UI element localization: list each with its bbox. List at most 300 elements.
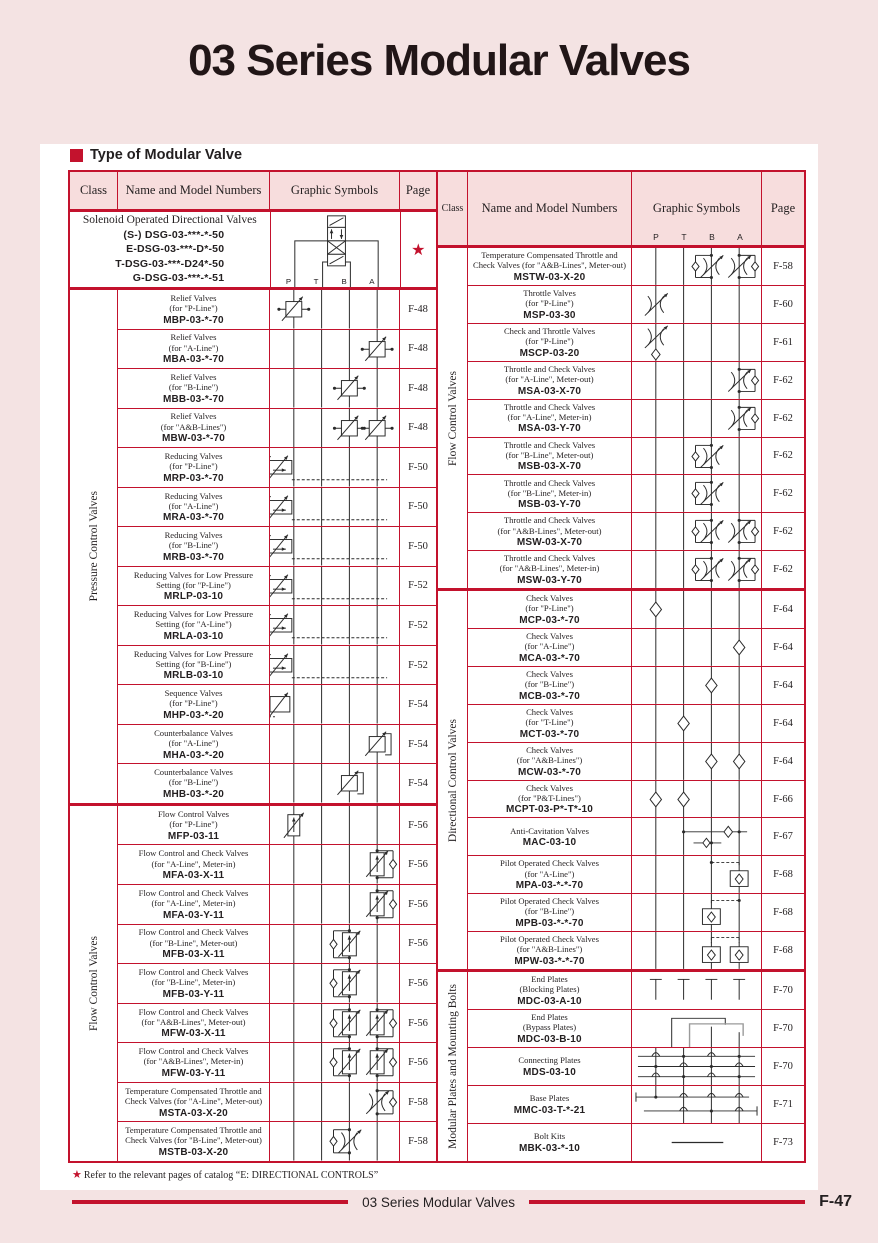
left-table [68, 170, 438, 1163]
table-row [468, 591, 804, 629]
class-cell [70, 290, 118, 803]
graphic-symbol [270, 488, 399, 527]
model-number: MSTA-03-X-20 [159, 1107, 228, 1119]
page-ref: F-62 [773, 374, 793, 386]
page-ref: F-48 [408, 422, 428, 434]
class-cell [438, 591, 468, 969]
name-cell [118, 925, 270, 964]
page-ref: F-64 [773, 604, 793, 616]
valve-name-line: Throttle and Check Valves [503, 515, 596, 526]
symbol-cell [270, 1043, 400, 1082]
valve-name-line: (for "A-Line") [168, 500, 219, 511]
name-cell [118, 646, 270, 685]
symbol-cell [270, 925, 400, 964]
name-cell [118, 448, 270, 487]
symbol-cell [270, 845, 400, 884]
page-ref: F-58 [773, 260, 793, 272]
class-cell [438, 972, 468, 1161]
valve-name-line: (for "A&B-Lines", Meter-out) [497, 525, 602, 536]
valve-name-line: (for "A-Line", Meter-in) [507, 411, 592, 422]
graphic-symbol [632, 1048, 761, 1085]
table-row [118, 685, 436, 725]
name-cell [468, 856, 632, 893]
model-number: MSA-03-Y-70 [518, 423, 581, 435]
valve-name-line: Check Valves (for "A&B-Lines", Meter-out) [473, 260, 626, 271]
class-group [70, 290, 436, 803]
valve-name-line: (for "B-Line", Meter-out) [149, 937, 238, 948]
footer-rule-right [529, 1200, 805, 1204]
valve-name-line: (for "A-Line") [524, 868, 575, 879]
page-ref: F-68 [773, 945, 793, 957]
group-rows [468, 972, 804, 1161]
model-number: MAC-03-10 [522, 837, 577, 849]
name-cell [118, 330, 270, 369]
name-cell [118, 1122, 270, 1161]
model-number: MFA-03-Y-11 [162, 909, 225, 921]
valve-name-line: Pilot Operated Check Valves [500, 896, 599, 907]
symbol-cell [632, 551, 762, 588]
model-number: MMC-03-T-*-21 [513, 1104, 586, 1116]
model-number: MBB-03-*-70 [162, 393, 225, 405]
graphic-symbol [270, 369, 399, 408]
name-cell [468, 438, 632, 475]
header-symbols-label: Graphic Symbols [652, 201, 741, 215]
group-rows [468, 591, 804, 969]
svg-text:P: P [285, 277, 291, 287]
svg-text:A: A [368, 277, 375, 287]
model-number: MBA-03-*-70 [162, 354, 225, 366]
valve-name-line: (for "A&B-Lines") [516, 754, 583, 765]
valve-name-line: Setting (for "P-Line") [156, 579, 231, 590]
page-ref: F-56 [408, 1057, 428, 1069]
name-cell [468, 705, 632, 742]
graphic-symbol [632, 591, 761, 628]
model-number: MSB-03-X-70 [517, 461, 582, 473]
name-cell [118, 409, 270, 448]
page-ref: F-50 [408, 501, 428, 513]
section-heading [70, 147, 242, 163]
footnote [72, 1168, 378, 1181]
page-ref: F-56 [408, 1017, 428, 1029]
valve-name-line: Reducing Valves for Low Pressure [133, 609, 254, 620]
footer-page-number: F-47 [819, 1193, 853, 1210]
model-number: MSTW-03-X-20 [513, 271, 586, 283]
valve-name-line: (for "B-Line", Meter-out) [505, 449, 594, 460]
symbol-cell [632, 513, 762, 550]
table-row [118, 1122, 436, 1161]
page-ref: F-68 [773, 869, 793, 881]
valve-name-line: Temperature Compensated Throttle and [125, 1125, 262, 1136]
name-cell [468, 894, 632, 931]
valve-name-line: Throttle and Check Valves [503, 477, 596, 488]
table-row [118, 806, 436, 846]
group-rows [118, 290, 436, 803]
valve-name-line: Relief Valves [170, 371, 217, 382]
graphic-symbol [632, 972, 761, 1009]
table-row [468, 972, 804, 1010]
table-header-row [438, 172, 804, 248]
symbol-cell [632, 781, 762, 818]
page-ref: F-54 [408, 699, 428, 711]
page-ref: F-56 [408, 938, 428, 950]
valve-name-line: Throttle and Check Valves [503, 363, 596, 374]
model-number: MFA-03-X-11 [162, 870, 225, 882]
name-cell [118, 685, 270, 724]
name-cell [118, 845, 270, 884]
valve-name-line: Reducing Valves [164, 530, 223, 541]
graphic-symbol [632, 286, 761, 323]
graphic-symbol [270, 764, 399, 803]
valve-name-line: Check Valves [526, 668, 573, 679]
red-square-icon [70, 149, 83, 162]
valve-name-line: Throttle Valves [523, 287, 576, 298]
name-cell [468, 932, 632, 969]
valve-name-line: Setting (for "B-Line") [155, 658, 232, 669]
table-row [468, 324, 804, 362]
graphic-symbol [632, 475, 761, 512]
valve-name-line: (for "A-Line", Meter-in) [151, 858, 236, 869]
valve-name-line: Flow Control and Check Valves [138, 1006, 249, 1017]
symbol-cell [270, 1122, 400, 1161]
model-number: MFP-03-11 [167, 830, 220, 842]
name-cell [468, 972, 632, 1009]
table-row [118, 527, 436, 567]
graphic-symbol [632, 932, 761, 969]
symbol-cell [270, 527, 400, 566]
table-row [468, 894, 804, 932]
graphic-symbol [632, 551, 761, 588]
model-number: MCT-03-*-70 [519, 728, 580, 740]
header-symbols [632, 172, 762, 245]
valve-name-line: (for "P-Line") [525, 298, 574, 309]
section-heading-label: Type of Modular Valve [90, 147, 243, 163]
valve-name-line: Reducing Valves for Low Pressure [133, 648, 254, 659]
name-cell [468, 324, 632, 361]
symbol-cell [270, 1083, 400, 1122]
class-label: Flow Control Valves [446, 370, 459, 466]
valve-name-line: (for "B-Line", Meter-in) [507, 487, 592, 498]
graphic-symbol [632, 894, 761, 931]
valve-name-line: Flow Control and Check Valves [138, 1046, 249, 1057]
page-ref: F-48 [408, 343, 428, 355]
table-row [468, 475, 804, 513]
graphic-symbol [632, 438, 761, 475]
model-number: T-DSG-03-***-D24*-50 [115, 257, 225, 270]
symbol-cell [632, 438, 762, 475]
graphic-symbol [632, 248, 761, 285]
name-cell [118, 806, 270, 845]
model-number: MRLP-03-10 [163, 591, 224, 603]
valve-name-line: (for "B-Line") [168, 777, 219, 788]
valve-name-line: (for "B-Line") [524, 679, 575, 690]
graphic-symbol [632, 667, 761, 704]
graphic-symbol [270, 685, 399, 724]
name-cell [118, 885, 270, 924]
model-number: MRA-03-*-70 [162, 512, 225, 524]
table-row [468, 743, 804, 781]
page-ref: F-58 [408, 1096, 428, 1108]
name-cell [118, 725, 270, 764]
symbol-cell [270, 964, 400, 1003]
page-ref: F-64 [773, 679, 793, 691]
table-row [118, 488, 436, 528]
symbol-cell [632, 286, 762, 323]
page-ref [401, 212, 437, 287]
table-row [468, 1124, 804, 1161]
model-number: MDS-03-10 [523, 1066, 576, 1078]
symbol-cell [632, 743, 762, 780]
graphic-symbol [270, 1083, 399, 1122]
featured-row [70, 212, 436, 290]
symbol-cell [632, 475, 762, 512]
class-label: Flow Control Valves [87, 935, 100, 1031]
table-row [118, 1004, 436, 1044]
model-number: MCA-03-*-70 [518, 652, 581, 664]
model-number: MCPT-03-P*-T*-10 [505, 804, 594, 816]
star-icon: ★ [411, 241, 426, 259]
model-number: MFB-03-X-11 [162, 949, 225, 961]
name-cell [468, 362, 632, 399]
table-row [118, 369, 436, 409]
svg-text:T: T [313, 277, 319, 287]
valve-name-line: Anti-Cavitation Valves [510, 825, 589, 836]
page-ref: F-64 [773, 755, 793, 767]
valve-name-line: Flow Control and Check Valves [138, 848, 249, 859]
model-number: MCP-03-*-70 [519, 614, 580, 626]
featured-models [115, 228, 224, 285]
valve-name-line: Flow Control and Check Valves [138, 967, 249, 978]
table-row [468, 856, 804, 894]
name-cell [118, 964, 270, 1003]
page-ref: F-64 [773, 641, 793, 653]
valve-name-line: Check Valves (for "B-Line", Meter-out) [125, 1135, 262, 1146]
valve-name-line: (for "P-Line") [169, 303, 218, 314]
table-row [468, 362, 804, 400]
graphic-symbol [270, 1043, 399, 1082]
class-cell [438, 248, 468, 588]
table-row [468, 1010, 804, 1048]
page-ref: F-50 [408, 461, 428, 473]
name-cell [118, 606, 270, 645]
header-class: Class [438, 172, 468, 245]
graphic-symbol [632, 781, 761, 818]
page-ref: F-62 [773, 488, 793, 500]
group-rows [468, 248, 804, 588]
page-ref: F-62 [773, 526, 793, 538]
table-row [468, 705, 804, 743]
graphic-symbol [270, 290, 399, 329]
name-cell [468, 1048, 632, 1085]
valve-name-line: Check Valves [526, 631, 573, 642]
symbol-cell [632, 705, 762, 742]
graphic-symbol [632, 743, 761, 780]
valve-name-line: (for "P-Line") [169, 698, 218, 709]
symbol-cell [270, 806, 400, 845]
featured-name-cell [70, 212, 271, 287]
model-number: MPW-03-*-*-70 [514, 955, 585, 967]
name-cell [468, 818, 632, 855]
symbol-cell [632, 1086, 762, 1123]
graphic-symbol [270, 964, 399, 1003]
valve-name-line: Check Valves [526, 782, 573, 793]
valve-name-line: Flow Control Valves [158, 808, 229, 819]
valve-name-line: Check Valves [526, 706, 573, 717]
port-label: B [709, 232, 715, 242]
table-row [468, 513, 804, 551]
valve-name-line: (for "P-Line") [169, 461, 218, 472]
graphic-symbol [270, 646, 399, 685]
table-row [118, 964, 436, 1004]
symbol-cell [270, 646, 400, 685]
symbol-cell [632, 856, 762, 893]
model-number: MFB-03-Y-11 [162, 988, 225, 1000]
symbol-cell [632, 1010, 762, 1047]
name-cell [468, 248, 632, 285]
group-rows [118, 806, 436, 1161]
table-row [118, 1083, 436, 1123]
page-ref: F-70 [773, 1023, 793, 1035]
table-row [468, 629, 804, 667]
page-ref: F-48 [408, 303, 428, 315]
valve-name-line: (for "P-Line") [525, 603, 574, 614]
graphic-symbol [270, 527, 399, 566]
graphic-symbol [632, 513, 761, 550]
page-ref: F-60 [773, 298, 793, 310]
page-title: 03 Series Modular Valves [188, 36, 690, 85]
symbol-cell [270, 685, 400, 724]
valve-name-line: End Plates [531, 974, 568, 985]
symbol-cell [632, 667, 762, 704]
symbol-cell [270, 448, 400, 487]
featured-title: Solenoid Operated Directional Valves [82, 214, 257, 227]
valve-name-line: Check and Throttle Valves [503, 325, 596, 336]
table-row [468, 1086, 804, 1124]
header-page: Page [770, 201, 796, 215]
page-ref: F-66 [773, 793, 793, 805]
name-cell [468, 667, 632, 704]
name-cell [468, 1086, 632, 1123]
valve-name-line: (for "A&B-Lines", Meter-in) [143, 1056, 244, 1067]
graphic-symbol [270, 725, 399, 764]
page-ref: F-54 [408, 738, 428, 750]
graphic-symbol [632, 400, 761, 437]
graphic-symbol [632, 818, 761, 855]
graphic-symbol [271, 212, 400, 287]
page-ref: F-68 [773, 907, 793, 919]
model-number: (S-) DSG-03-***-*-50 [123, 229, 225, 242]
valve-type-tables [68, 170, 806, 1163]
footer-title: 03 Series Modular Valves [362, 1194, 515, 1210]
class-label: Directional Control Valves [446, 718, 459, 842]
name-cell [468, 1010, 632, 1047]
model-number: MHB-03-*-20 [162, 789, 225, 801]
graphic-symbol [632, 1086, 761, 1123]
symbol-cell [632, 818, 762, 855]
page-ref: F-56 [408, 859, 428, 871]
page-ref: F-70 [773, 985, 793, 997]
symbol-cell [271, 212, 401, 287]
model-number: E-DSG-03-***-D*-50 [126, 243, 225, 256]
model-number: MFW-03-Y-11 [161, 1067, 226, 1079]
valve-name-line: (for "A&B-Lines", Meter-out) [141, 1016, 246, 1027]
valve-name-line: (Bypass Plates) [522, 1022, 577, 1033]
port-label: P [653, 232, 659, 242]
class-group [438, 591, 804, 969]
model-number: MSP-03-30 [523, 309, 576, 321]
page-ref: F-48 [408, 382, 428, 394]
valve-name-line: Pilot Operated Check Valves [500, 858, 599, 869]
table-row [118, 330, 436, 370]
header-symbols-label: Graphic Symbols [290, 183, 379, 197]
symbol-cell [270, 330, 400, 369]
valve-name-line: Base Plates [529, 1093, 570, 1104]
class-group [438, 248, 804, 588]
model-number: MBP-03-*-70 [163, 314, 224, 326]
header-page: Page [405, 183, 431, 197]
valve-name-line: Reducing Valves [164, 490, 223, 501]
graphic-symbol [270, 925, 399, 964]
name-cell [468, 591, 632, 628]
valve-name-line: (for "A-Line", Meter-out) [505, 373, 594, 384]
symbol-cell [270, 1004, 400, 1043]
valve-name-line: Reducing Valves for Low Pressure [133, 569, 254, 580]
graphic-symbol [632, 324, 761, 361]
header-symbols [270, 172, 400, 209]
valve-name-line: (for "A-Line") [524, 641, 575, 652]
port-label: T [681, 232, 687, 242]
model-number: MHA-03-*-20 [162, 749, 225, 761]
model-number: MBW-03-*-70 [161, 433, 226, 445]
valve-name-line: (Blocking Plates) [519, 984, 580, 995]
valve-name-line: (for "A-Line") [168, 737, 219, 748]
class-label: Modular Plates and Mounting Bolts [446, 984, 459, 1149]
table-row [118, 646, 436, 686]
valve-name-line: End Plates [531, 1012, 568, 1023]
table-row [118, 885, 436, 925]
page-ref: F-56 [408, 898, 428, 910]
symbol-cell [632, 629, 762, 666]
graphic-symbol [270, 1122, 399, 1161]
symbol-cell [270, 567, 400, 606]
valve-name-line: (for "A&B-Lines") [160, 421, 227, 432]
star-icon: ★ [72, 1169, 82, 1181]
page-ref: F-71 [773, 1098, 793, 1110]
valve-name-line: (for "A-Line") [168, 342, 219, 353]
name-cell [118, 369, 270, 408]
symbol-cell [270, 290, 400, 329]
graphic-symbol [270, 1004, 399, 1043]
graphic-symbol [270, 885, 399, 924]
name-cell [468, 513, 632, 550]
valve-name-line: (for "P-Line") [169, 818, 218, 829]
model-number: MRLA-03-10 [163, 630, 224, 642]
port-label: A [737, 232, 743, 242]
name-cell [468, 286, 632, 323]
valve-name-line: Flow Control and Check Valves [138, 887, 249, 898]
page-ref: F-56 [408, 819, 428, 831]
page-ref: F-70 [773, 1061, 793, 1072]
right-table [438, 170, 806, 1163]
content-sheet [40, 144, 818, 1190]
model-number: G-DSG-03-***-*-51 [132, 271, 225, 284]
valve-name-line: Counterbalance Valves [154, 727, 233, 738]
valve-name-line: Setting (for "A-Line") [155, 619, 232, 630]
valve-name-line: Reducing Valves [164, 451, 223, 461]
valve-name-line: Pilot Operated Check Valves [500, 934, 599, 945]
symbol-cell [632, 1048, 762, 1085]
model-number: MRB-03-*-70 [162, 551, 225, 563]
model-number: MDC-03-A-10 [517, 995, 582, 1007]
